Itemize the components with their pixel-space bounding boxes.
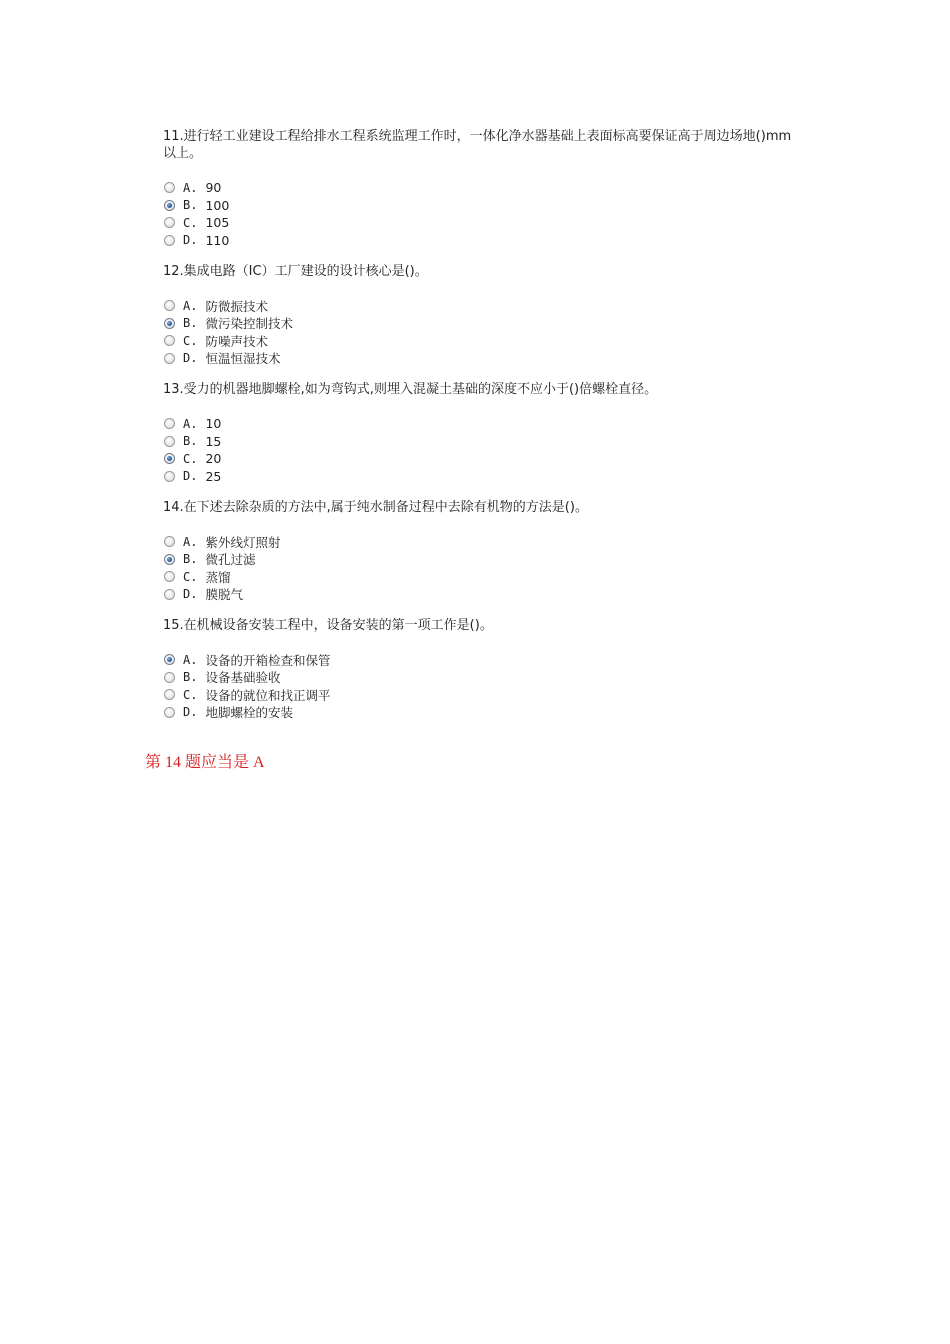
option-label: 恒温恒湿技术 xyxy=(205,351,281,367)
radio-button[interactable] xyxy=(164,300,175,311)
radio-button-selected[interactable] xyxy=(164,200,175,211)
radio-button-selected[interactable] xyxy=(164,554,175,565)
option-list xyxy=(163,651,803,721)
option-label: 紫外线灯照射 xyxy=(205,534,281,550)
radio-button[interactable] xyxy=(164,589,175,600)
question-text: 12.集成电路（IC）工厂建设的设计核心是()。 xyxy=(163,264,428,279)
option-letter: C. xyxy=(183,687,198,702)
option-label: 膜脱气 xyxy=(205,587,243,603)
radio-button[interactable] xyxy=(164,436,175,447)
option-d[interactable] xyxy=(163,586,803,604)
radio-button[interactable] xyxy=(164,217,175,228)
option-b[interactable] xyxy=(163,669,803,687)
option-c[interactable] xyxy=(163,450,803,468)
option-label: 10 xyxy=(205,416,222,432)
question-13 xyxy=(163,381,803,485)
option-b[interactable] xyxy=(163,433,803,451)
option-label: 105 xyxy=(205,215,230,231)
option-d[interactable] xyxy=(163,704,803,722)
option-a[interactable] xyxy=(163,415,803,433)
radio-button-selected[interactable] xyxy=(164,654,175,665)
option-letter: D. xyxy=(183,705,198,720)
option-label: 防微振技术 xyxy=(205,298,268,314)
radio-button[interactable] xyxy=(164,571,175,582)
option-letter: D. xyxy=(183,587,198,602)
option-letter: C. xyxy=(183,569,198,584)
option-a[interactable] xyxy=(163,179,803,197)
option-letter: B. xyxy=(183,670,198,685)
radio-button[interactable] xyxy=(164,689,175,700)
radio-button[interactable] xyxy=(164,707,175,718)
question-15 xyxy=(163,617,803,721)
radio-button[interactable] xyxy=(164,471,175,482)
radio-button-selected[interactable] xyxy=(164,318,175,329)
option-letter: C. xyxy=(183,215,198,230)
option-b[interactable] xyxy=(163,551,803,569)
option-b[interactable] xyxy=(163,197,803,215)
option-letter: B. xyxy=(183,434,198,449)
radio-button[interactable] xyxy=(164,418,175,429)
option-c[interactable] xyxy=(163,214,803,232)
correction-note: 第 14 题应当是 A xyxy=(145,754,265,771)
option-list xyxy=(163,533,803,603)
option-c[interactable] xyxy=(163,686,803,704)
option-letter: B. xyxy=(183,198,198,213)
radio-button[interactable] xyxy=(164,536,175,547)
option-letter: D. xyxy=(183,233,198,248)
question-text: 14.在下述去除杂质的方法中,属于纯水制备过程中去除有机物的方法是()。 xyxy=(163,500,588,515)
radio-button[interactable] xyxy=(164,672,175,683)
option-letter: A. xyxy=(183,298,198,313)
option-label: 设备基础验收 xyxy=(205,670,281,686)
option-b[interactable] xyxy=(163,315,803,333)
option-label: 微污染控制技术 xyxy=(205,316,293,332)
radio-button[interactable] xyxy=(164,182,175,193)
option-label: 90 xyxy=(205,180,222,196)
option-list xyxy=(163,415,803,485)
option-label: 蒸馏 xyxy=(205,569,231,585)
radio-button[interactable] xyxy=(164,353,175,364)
option-letter: B. xyxy=(183,316,198,331)
option-list xyxy=(163,179,803,249)
radio-button[interactable] xyxy=(164,335,175,346)
option-letter: A. xyxy=(183,416,198,431)
option-d[interactable] xyxy=(163,350,803,368)
option-letter: C. xyxy=(183,333,198,348)
option-d[interactable] xyxy=(163,468,803,486)
question-text: 13.受力的机器地脚螺栓,如为弯钩式,则埋入混凝土基础的深度不应小于()倍螺栓直径。 xyxy=(163,382,658,397)
option-c[interactable] xyxy=(163,332,803,350)
option-label: 设备的开箱检查和保管 xyxy=(205,652,331,668)
option-label: 100 xyxy=(205,197,230,213)
option-letter: B. xyxy=(183,552,198,567)
question-12 xyxy=(163,263,803,367)
option-label: 微孔过滤 xyxy=(205,552,256,568)
option-label: 110 xyxy=(205,232,230,248)
option-list xyxy=(163,297,803,367)
option-c[interactable] xyxy=(163,568,803,586)
option-letter: A. xyxy=(183,534,198,549)
question-text: 11.进行轻工业建设工程给排水工程系统监理工作时，一体化净水器基础上表面标高要保证高于周边场地()mm以上。 xyxy=(163,129,792,161)
option-letter: D. xyxy=(183,469,198,484)
radio-button-selected[interactable] xyxy=(164,453,175,464)
option-letter: A. xyxy=(183,180,198,195)
radio-button[interactable] xyxy=(164,235,175,246)
question-14 xyxy=(163,499,803,603)
question-11 xyxy=(163,128,803,249)
option-letter: A. xyxy=(183,652,198,667)
option-a[interactable] xyxy=(163,297,803,315)
option-a[interactable] xyxy=(163,651,803,669)
option-label: 设备的就位和找正调平 xyxy=(205,687,331,703)
option-label: 防噪声技术 xyxy=(205,333,268,349)
option-label: 地脚螺栓的安装 xyxy=(205,705,293,721)
option-a[interactable] xyxy=(163,533,803,551)
question-text: 15.在机械设备安装工程中，设备安装的第一项工作是()。 xyxy=(163,618,493,633)
option-d[interactable] xyxy=(163,232,803,250)
option-label: 15 xyxy=(205,433,222,449)
option-letter: D. xyxy=(183,351,198,366)
option-label: 20 xyxy=(205,451,222,467)
option-label: 25 xyxy=(205,468,222,484)
option-letter: C. xyxy=(183,451,198,466)
quiz xyxy=(163,128,803,735)
